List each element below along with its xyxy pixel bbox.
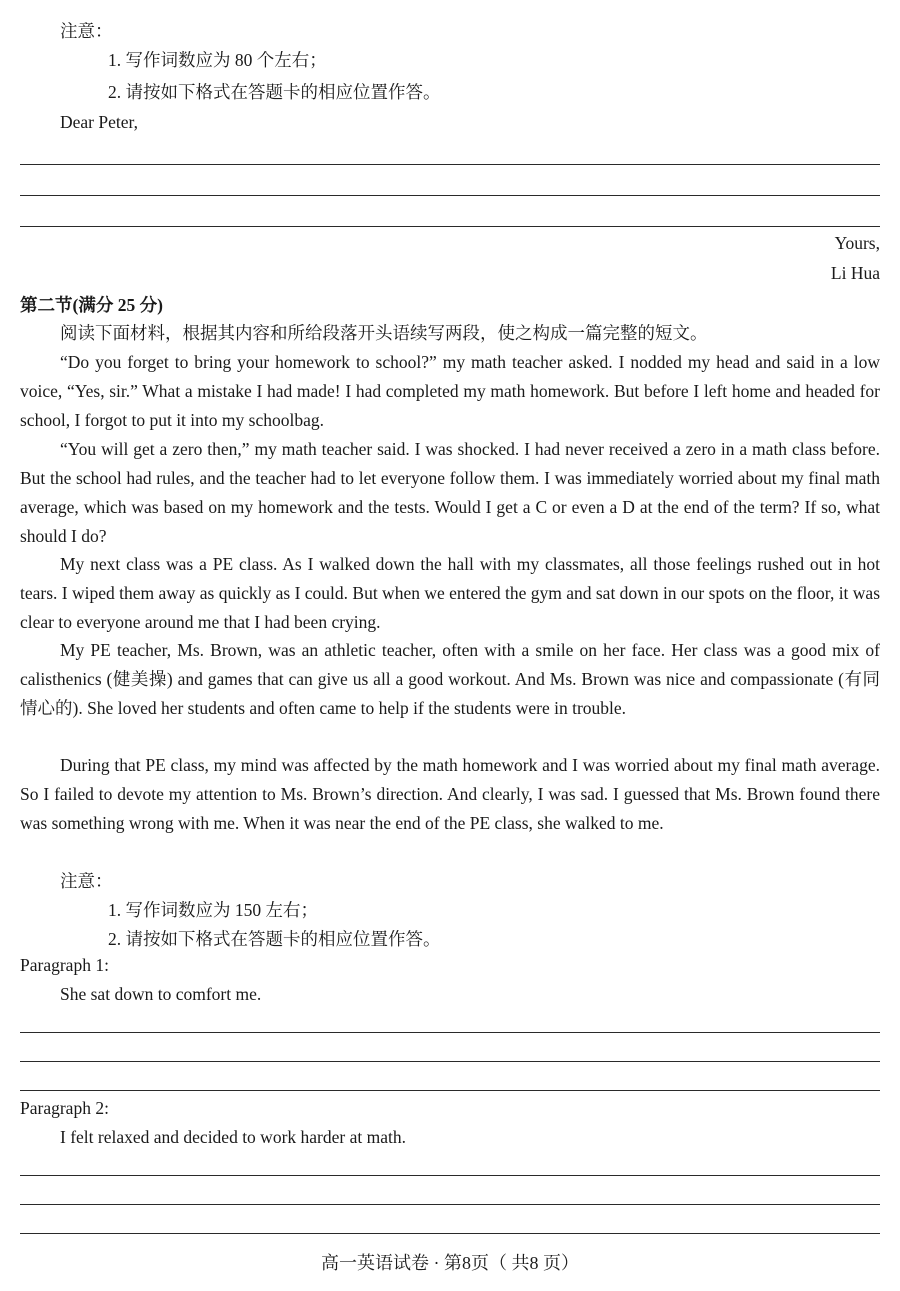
- writing-line: [20, 226, 880, 227]
- note-item-3: 1. 写作词数应为 150 左右；: [108, 900, 318, 920]
- paragraph-1-start: She sat down to comfort me.: [60, 984, 262, 1004]
- signature: Li Hua: [830, 263, 880, 283]
- story-paragraph: My PE teacher, Ms. Brown, was an athletic teacher, often with a smile on her face. Her class was a good mix of calisthenics (健美操) and games that can give us all a good workout. And Ms. Brown was nice and compassionate (有同情心的). She loved her students and often came to help if the students were in trouble.: [20, 640, 880, 718]
- section-instruction: 阅读下面材料，根据其内容和所给段落开头语续写两段，使之构成一篇完整的短文。: [60, 323, 708, 343]
- writing-line: [20, 1204, 880, 1205]
- salutation: Dear Peter,: [60, 112, 139, 132]
- writing-line: [20, 195, 880, 196]
- story-paragraph: “You will get a zero then,” my math teacher said. I was shocked. I had never received a zero in a math class before. But the school had rules, and the teacher had to let everyone follow them. I was immediately worried about my final math average, which was based on my homework and the tests. Would I get a C or even a D at the end of the term? If so, what should I do?: [20, 439, 880, 546]
- story-paragraph: My next class was a PE class. As I walked down the hall with my classmates, all those feelings rushed out in hot tears. I wiped them away as quickly as I could. But when we entered the gym and sat down in our spots on the floor, it was clear to everyone around me that I had been crying.: [20, 554, 881, 632]
- note-item-4: 2. 请按如下格式在答题卡的相应位置作答。: [108, 929, 441, 949]
- paragraph-1-label: Paragraph 1:: [20, 955, 109, 975]
- writing-line: [20, 1233, 880, 1234]
- paragraph-2-start: I felt relaxed and decided to work harder at math.: [60, 1127, 406, 1147]
- note-item-1: 1. 写作词数应为 80 个左右；: [108, 50, 327, 70]
- writing-line: [20, 1032, 880, 1033]
- section-heading: 第二节(满分 25 分): [20, 295, 163, 315]
- writing-line: [20, 1090, 880, 1091]
- note-label-2: 注意：: [60, 871, 113, 891]
- page-footer: 高一英语试卷 · 第8页（ 共8 页）: [321, 1253, 579, 1273]
- closing: Yours,: [834, 233, 880, 253]
- note-label-1: 注意：: [60, 21, 113, 41]
- writing-line: [20, 1175, 880, 1176]
- story-paragraph: “Do you forget to bring your homework to school?” my math teacher asked. I nodded my head and said in a low voice, “Yes, sir.” What a mistake I had made! I had completed my math homework. But before I left home and headed for school, I forgot to put it into my schoolbag.: [20, 352, 880, 430]
- note-item-2: 2. 请按如下格式在答题卡的相应位置作答。: [108, 82, 441, 102]
- writing-line: [20, 1061, 880, 1062]
- writing-line: [20, 164, 880, 165]
- paragraph-2-label: Paragraph 2:: [20, 1098, 109, 1118]
- story-paragraph: During that PE class, my mind was affected by the math homework and I was worried about my final math average. So I failed to devote my attention to Ms. Brown’s direction. And clearly, I was sad. I guessed that Ms. Brown found there was something wrong with me. When it was near the end of the PE class, she walked to me.: [20, 755, 880, 833]
